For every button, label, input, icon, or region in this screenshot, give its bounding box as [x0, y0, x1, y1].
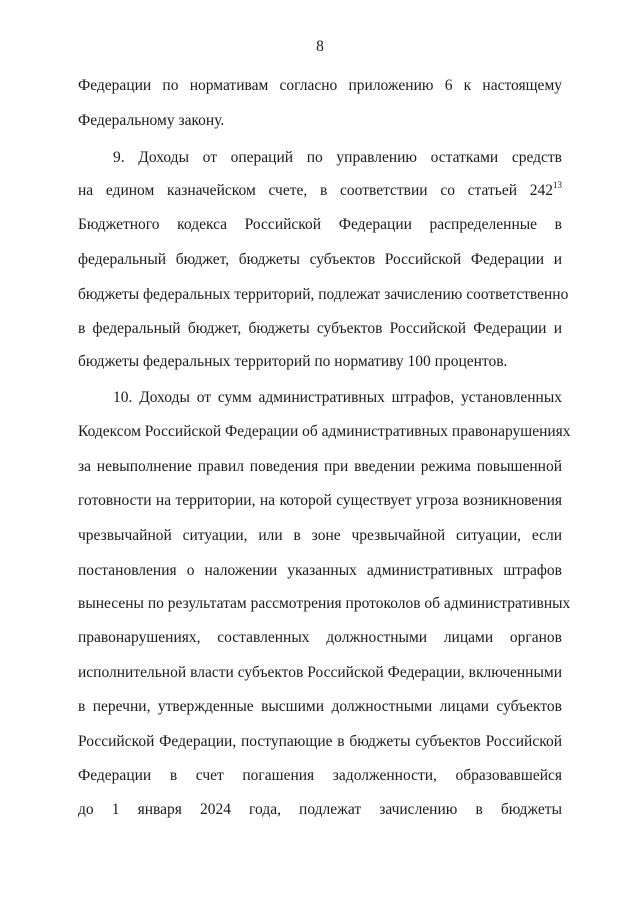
text-line: бюджеты федеральных территорий, подлежат зачислению соответственно	[78, 286, 569, 303]
text-fragment: на едином казначейском счете, в соответствии со статьей 242	[78, 182, 553, 199]
text-line: готовности на территории, на которой существует угроза возникновения	[78, 492, 562, 509]
text-line: Федерации по нормативам согласно приложению 6 к настоящему	[78, 77, 562, 94]
text-line: постановления о наложении указанных административных штрафов	[78, 562, 562, 579]
text-line: в федеральный бюджет, бюджеты субъектов Российской Федерации и	[78, 320, 562, 337]
text-line: Федеральному закону.	[78, 112, 225, 129]
text-line: правонарушениях, составленных должностными лицами органов	[78, 629, 562, 646]
text-line: Федерации в счет погашения задолженности, образовавшейся	[78, 767, 562, 784]
text-line: бюджеты федеральных территорий по нормативу 100 процентов.	[78, 353, 508, 370]
paragraph-9-start: 9. Доходы от операций по управлению остатками средств	[113, 149, 562, 166]
paragraph-10-start: 10. Доходы от сумм административных штрафов, установленных	[113, 389, 562, 406]
superscript: 13	[553, 180, 562, 190]
text-line: в перечни, утвержденные высшими должностными лицами субъектов	[78, 698, 562, 715]
text-line: Бюджетного кодекса Российской Федерации распределенные в	[78, 216, 562, 233]
text-line: чрезвычайной ситуации, или в зоне чрезвычайной ситуации, если	[78, 527, 562, 544]
text-line: до 1 января 2024 года, подлежат зачислению в бюджеты	[78, 801, 562, 818]
text-line: Российской Федерации, поступающие в бюджеты субъектов Российской	[78, 733, 562, 750]
text-line: федеральный бюджет, бюджеты субъектов Российской Федерации и	[78, 251, 562, 268]
text-line: вынесены по результатам рассмотрения протоколов об административных	[78, 595, 571, 612]
text-line: исполнительной власти субъектов Российской Федерации, включенными	[78, 664, 562, 681]
page-number: 8	[316, 38, 324, 55]
text-line-with-superscript	[78, 181, 562, 201]
text-line: Кодексом Российской Федерации об административных правонарушениях	[78, 423, 571, 440]
text-line: за невыполнение правил поведения при введении режима повышенной	[78, 458, 562, 475]
